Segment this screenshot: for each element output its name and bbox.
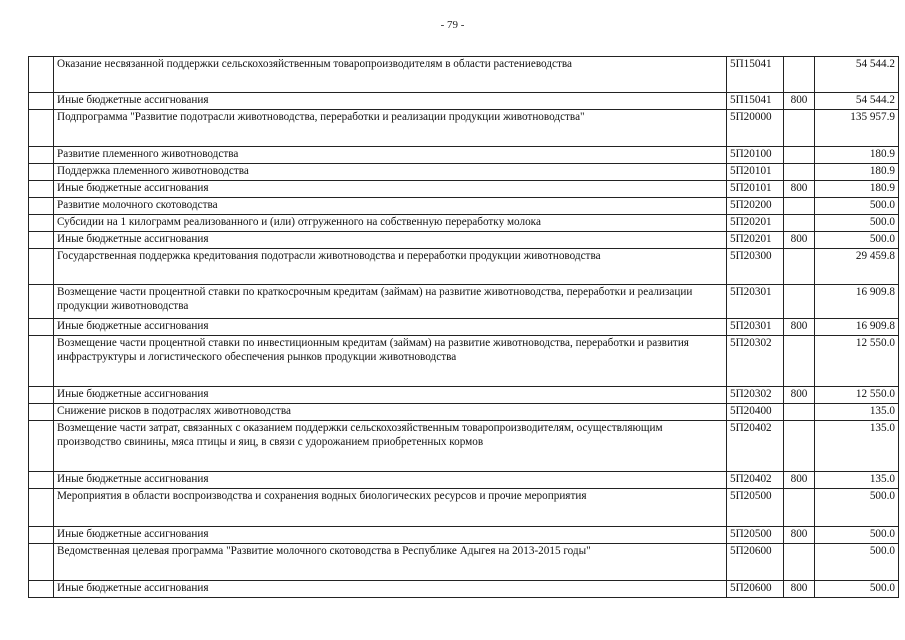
- table-row: [29, 319, 899, 336]
- blank-cell: [29, 544, 54, 581]
- blank-cell: [29, 336, 54, 387]
- item-code: 5П20600: [727, 581, 784, 598]
- expense-kind: 800: [784, 527, 815, 544]
- item-code: 5П20101: [727, 164, 784, 181]
- expense-kind: [784, 336, 815, 387]
- item-code: 5П20100: [727, 147, 784, 164]
- item-name: Развитие племенного животноводства: [54, 147, 727, 164]
- expense-kind: 800: [784, 93, 815, 110]
- blank-cell: [29, 93, 54, 110]
- table-row: [29, 489, 899, 527]
- expense-kind: [784, 489, 815, 527]
- blank-cell: [29, 387, 54, 404]
- item-amount: 135.0: [815, 404, 899, 421]
- item-code: 5П20600: [727, 544, 784, 581]
- expense-kind: [784, 164, 815, 181]
- blank-cell: [29, 421, 54, 472]
- item-name: Иные бюджетные ассигнования: [54, 93, 727, 110]
- table-row: [29, 198, 899, 215]
- item-amount: 12 550.0: [815, 336, 899, 387]
- item-amount: 54 544.2: [815, 57, 899, 93]
- budget-table: [28, 56, 899, 598]
- table-row: [29, 147, 899, 164]
- table-row: [29, 404, 899, 421]
- table-row: [29, 164, 899, 181]
- item-amount: 16 909.8: [815, 285, 899, 319]
- item-amount: 135.0: [815, 421, 899, 472]
- blank-cell: [29, 581, 54, 598]
- table-row: [29, 387, 899, 404]
- blank-cell: [29, 489, 54, 527]
- item-code: 5П20201: [727, 232, 784, 249]
- item-amount: 180.9: [815, 147, 899, 164]
- expense-kind: 800: [784, 387, 815, 404]
- table-row: [29, 232, 899, 249]
- item-amount: 500.0: [815, 581, 899, 598]
- table-row: [29, 421, 899, 472]
- item-amount: 500.0: [815, 198, 899, 215]
- item-name: Развитие молочного скотоводства: [54, 198, 727, 215]
- table-row: [29, 527, 899, 544]
- item-amount: 500.0: [815, 489, 899, 527]
- item-name: Иные бюджетные ассигнования: [54, 527, 727, 544]
- item-name: Иные бюджетные ассигнования: [54, 181, 727, 198]
- item-name: Возмещение части затрат, связанных с оказанием поддержки сельскохозяйственным товаропроизводителям, осуществляющим производство свинины, мяса птицы и яиц, в связи с удорожанием приобретенных кормов: [54, 421, 727, 472]
- expense-kind: 800: [784, 319, 815, 336]
- expense-kind: 800: [784, 181, 815, 198]
- expense-kind: [784, 147, 815, 164]
- item-amount: 180.9: [815, 181, 899, 198]
- expense-kind: [784, 544, 815, 581]
- table-row: [29, 181, 899, 198]
- blank-cell: [29, 198, 54, 215]
- item-code: 5П20302: [727, 336, 784, 387]
- blank-cell: [29, 110, 54, 147]
- expense-kind: [784, 249, 815, 285]
- item-code: 5П20402: [727, 472, 784, 489]
- item-amount: 500.0: [815, 544, 899, 581]
- item-name: Иные бюджетные ассигнования: [54, 387, 727, 404]
- expense-kind: 800: [784, 472, 815, 489]
- item-code: 5П20101: [727, 181, 784, 198]
- table-row: [29, 249, 899, 285]
- item-name: Ведомственная целевая программа "Развитие молочного скотоводства в Республике Адыгея на 2013-2015 годы": [54, 544, 727, 581]
- blank-cell: [29, 249, 54, 285]
- item-name: Снижение рисков в подотраслях животноводства: [54, 404, 727, 421]
- item-amount: 29 459.8: [815, 249, 899, 285]
- blank-cell: [29, 285, 54, 319]
- blank-cell: [29, 472, 54, 489]
- blank-cell: [29, 215, 54, 232]
- blank-cell: [29, 232, 54, 249]
- item-amount: 135 957.9: [815, 110, 899, 147]
- item-name: Иные бюджетные ассигнования: [54, 472, 727, 489]
- table-row: [29, 57, 899, 93]
- expense-kind: [784, 57, 815, 93]
- item-code: 5П20200: [727, 198, 784, 215]
- blank-cell: [29, 164, 54, 181]
- table-row: [29, 215, 899, 232]
- item-amount: 12 550.0: [815, 387, 899, 404]
- item-amount: 54 544.2: [815, 93, 899, 110]
- item-name: Мероприятия в области воспроизводства и сохранения водных биологических ресурсов и прочие мероприятия: [54, 489, 727, 527]
- table-row: [29, 285, 899, 319]
- table-row: [29, 110, 899, 147]
- item-code: 5П15041: [727, 93, 784, 110]
- page-number: - 79 -: [440, 19, 465, 31]
- expense-kind: 800: [784, 232, 815, 249]
- item-code: 5П20201: [727, 215, 784, 232]
- table-row: [29, 581, 899, 598]
- item-code: 5П20300: [727, 249, 784, 285]
- item-code: 5П20500: [727, 527, 784, 544]
- item-amount: 16 909.8: [815, 319, 899, 336]
- item-code: 5П20302: [727, 387, 784, 404]
- table-row: [29, 472, 899, 489]
- item-amount: 135.0: [815, 472, 899, 489]
- item-code: 5П20301: [727, 285, 784, 319]
- table-row: [29, 336, 899, 387]
- item-name: Возмещение части процентной ставки по краткосрочным кредитам (займам) на развитие животноводства, переработки и реализации продукции животноводства: [54, 285, 727, 319]
- expense-kind: [784, 421, 815, 472]
- item-name: Субсидии на 1 килограмм реализованного и (или) отгруженного на собственную переработку молока: [54, 215, 727, 232]
- item-code: 5П20402: [727, 421, 784, 472]
- item-name: Иные бюджетные ассигнования: [54, 232, 727, 249]
- expense-kind: [784, 215, 815, 232]
- item-name: Возмещение части процентной ставки по инвестиционным кредитам (займам) на развитие животноводства, переработки и развития инфраструктуры и логистического обеспечения рынков продукции животноводства: [54, 336, 727, 387]
- blank-cell: [29, 57, 54, 93]
- blank-cell: [29, 404, 54, 421]
- expense-kind: 800: [784, 581, 815, 598]
- item-name: Подпрограмма "Развитие подотрасли животноводства, переработки и реализации продукции животноводства": [54, 110, 727, 147]
- expense-kind: [784, 110, 815, 147]
- item-name: Государственная поддержка кредитования подотрасли животноводства и переработки продукции животноводства: [54, 249, 727, 285]
- item-code: 5П15041: [727, 57, 784, 93]
- expense-kind: [784, 285, 815, 319]
- item-amount: 500.0: [815, 232, 899, 249]
- expense-kind: [784, 198, 815, 215]
- item-name: Поддержка племенного животноводства: [54, 164, 727, 181]
- item-amount: 500.0: [815, 527, 899, 544]
- item-amount: 500.0: [815, 215, 899, 232]
- table-row: [29, 544, 899, 581]
- table-row: [29, 93, 899, 110]
- item-code: 5П20500: [727, 489, 784, 527]
- item-name: Оказание несвязанной поддержки сельскохозяйственным товаропроизводителям в области растениеводства: [54, 57, 727, 93]
- item-amount: 180.9: [815, 164, 899, 181]
- expense-kind: [784, 404, 815, 421]
- blank-cell: [29, 527, 54, 544]
- item-name: Иные бюджетные ассигнования: [54, 581, 727, 598]
- blank-cell: [29, 319, 54, 336]
- item-code: 5П20400: [727, 404, 784, 421]
- item-code: 5П20000: [727, 110, 784, 147]
- blank-cell: [29, 181, 54, 198]
- blank-cell: [29, 147, 54, 164]
- item-code: 5П20301: [727, 319, 784, 336]
- item-name: Иные бюджетные ассигнования: [54, 319, 727, 336]
